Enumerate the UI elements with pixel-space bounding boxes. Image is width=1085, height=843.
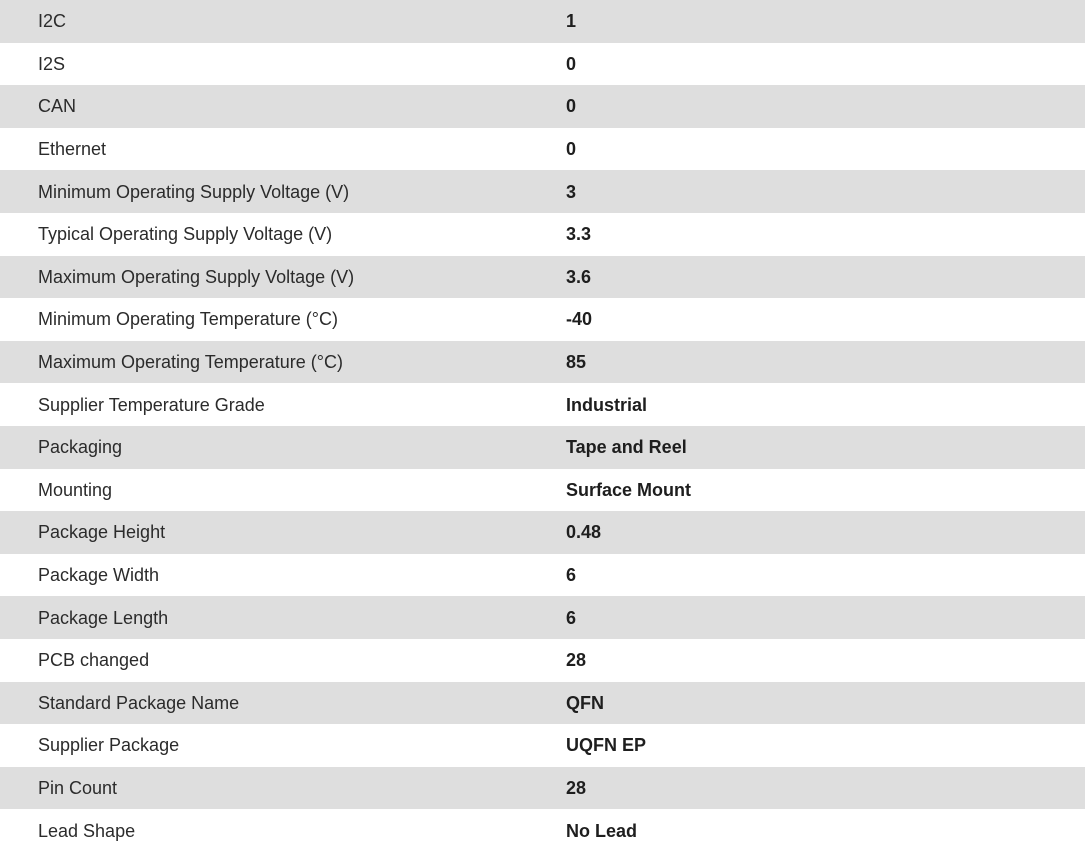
spec-row <box>0 639 1085 682</box>
spec-row <box>0 298 1085 341</box>
spec-value: 0.48 <box>566 522 602 543</box>
spec-value: -40 <box>566 309 593 330</box>
spec-value: Surface Mount <box>566 479 692 500</box>
spec-row <box>0 426 1085 469</box>
spec-label: Minimum Operating Supply Voltage (V) <box>38 181 350 202</box>
spec-label: Package Height <box>38 522 166 543</box>
spec-row <box>0 596 1085 639</box>
spec-value: 0 <box>566 96 577 117</box>
spec-value: 6 <box>566 607 577 628</box>
spec-label: I2S <box>38 53 66 74</box>
spec-value: 3.6 <box>566 266 592 287</box>
spec-row <box>0 809 1085 843</box>
spec-value: 85 <box>566 352 587 373</box>
spec-label: Maximum Operating Supply Voltage (V) <box>38 266 355 287</box>
spec-value: UQFN EP <box>566 735 647 756</box>
spec-label: Pin Count <box>38 777 118 798</box>
spec-label: I2C <box>38 11 67 32</box>
spec-label: Package Width <box>38 565 160 586</box>
spec-row <box>0 767 1085 810</box>
spec-row <box>0 213 1085 256</box>
spec-value: Tape and Reel <box>566 437 687 458</box>
spec-value: 3.3 <box>566 224 592 245</box>
spec-row <box>0 383 1085 426</box>
spec-row <box>0 85 1085 128</box>
spec-row <box>0 341 1085 384</box>
spec-row <box>0 128 1085 171</box>
spec-value: 28 <box>566 650 587 671</box>
spec-label: Minimum Operating Temperature (°C) <box>38 309 338 330</box>
spec-value: 0 <box>566 53 577 74</box>
spec-label: Lead Shape <box>38 820 136 841</box>
spec-value: No Lead <box>566 820 638 841</box>
spec-row <box>0 511 1085 554</box>
spec-row <box>0 170 1085 213</box>
spec-label: Ethernet <box>38 139 107 160</box>
spec-label: Package Length <box>38 607 169 628</box>
spec-label: PCB changed <box>38 650 150 671</box>
spec-value: Industrial <box>566 394 648 415</box>
spec-label: Mounting <box>38 479 113 500</box>
spec-row <box>0 256 1085 299</box>
spec-label: Supplier Temperature Grade <box>38 394 265 415</box>
spec-row <box>0 682 1085 725</box>
spec-row <box>0 469 1085 512</box>
spec-row <box>0 43 1085 86</box>
spec-value: 1 <box>566 11 577 32</box>
spec-value: 0 <box>566 139 577 160</box>
spec-value: 28 <box>566 777 587 798</box>
spec-label: Standard Package Name <box>38 692 240 713</box>
spec-row <box>0 0 1085 43</box>
spec-row <box>0 554 1085 597</box>
spec-row <box>0 724 1085 767</box>
spec-label: Supplier Package <box>38 735 180 756</box>
spec-label: Packaging <box>38 437 123 458</box>
spec-value: 3 <box>566 181 577 202</box>
spec-label: Typical Operating Supply Voltage (V) <box>38 224 333 245</box>
spec-value: 6 <box>566 565 577 586</box>
spec-label: Maximum Operating Temperature (°C) <box>38 352 343 373</box>
spec-label: CAN <box>38 96 77 117</box>
spec-value: QFN <box>566 692 604 713</box>
